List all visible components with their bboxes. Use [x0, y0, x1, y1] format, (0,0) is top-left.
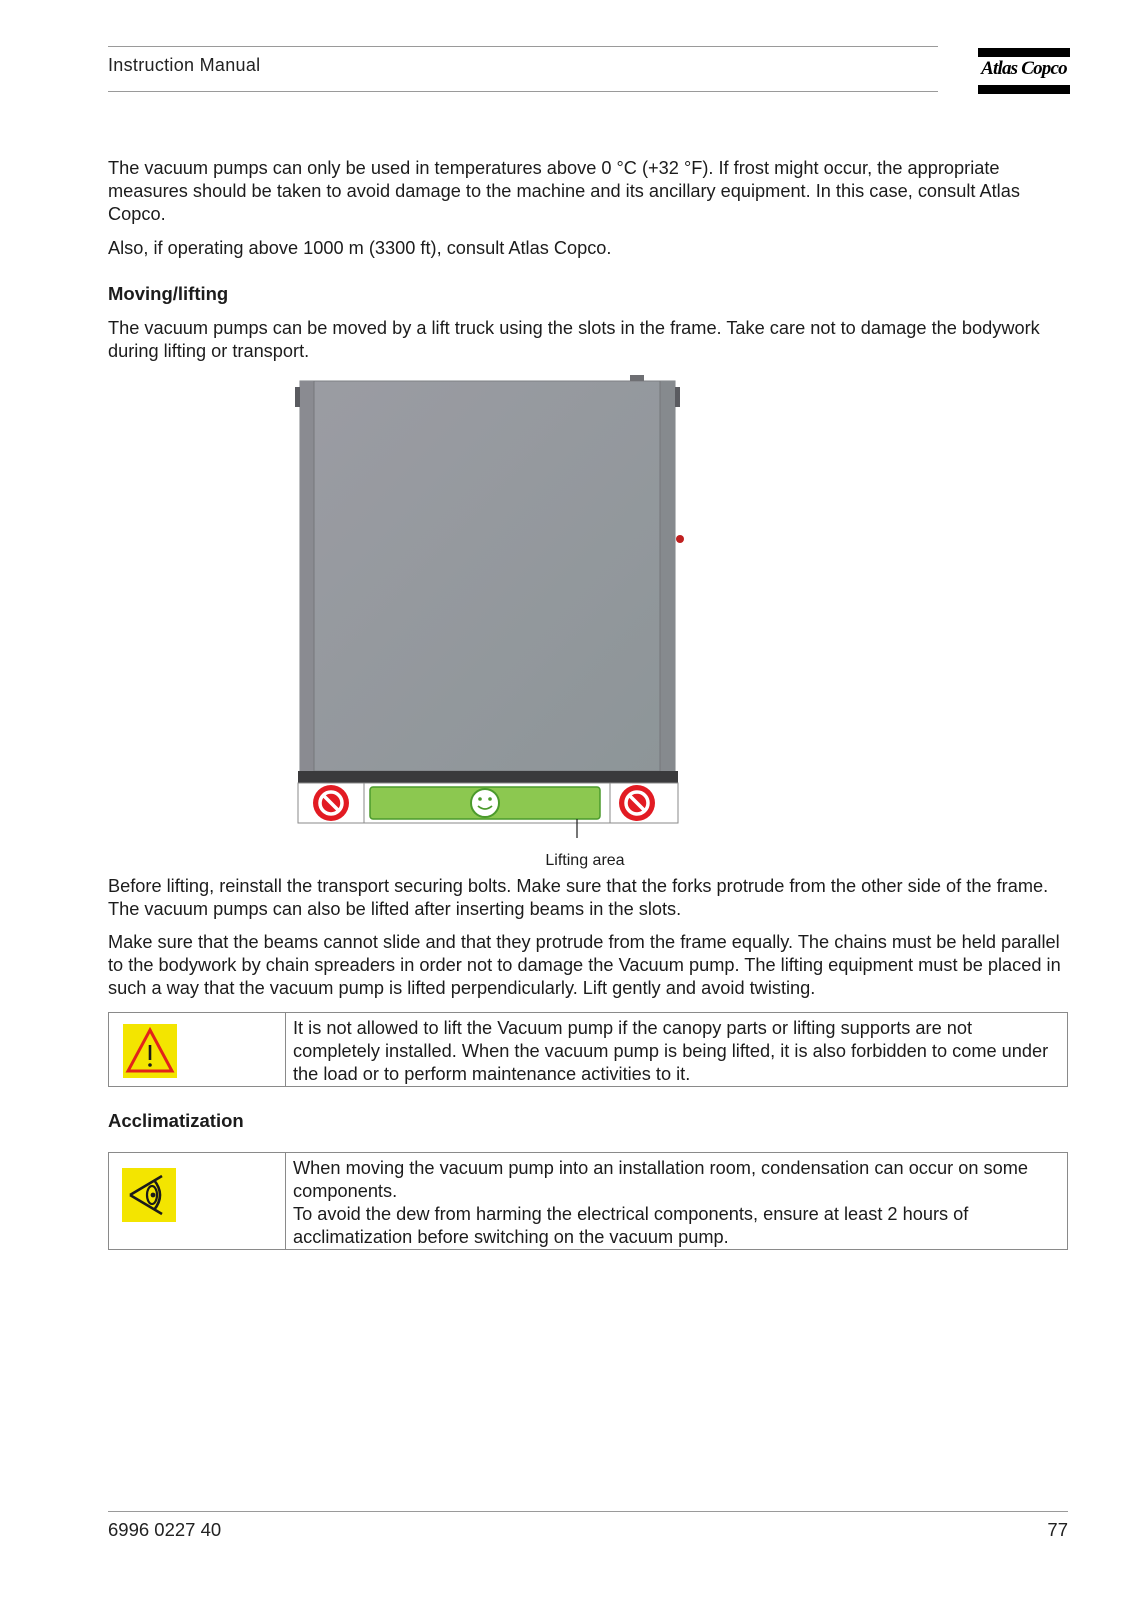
intro-paragraph-2: Also, if operating above 1000 m (3300 ft), consult Atlas Copco.	[108, 238, 612, 258]
observe-eye-icon	[122, 1168, 176, 1222]
lifting-figure	[290, 375, 690, 845]
pump-base	[298, 771, 678, 783]
header-top-rule	[108, 46, 938, 47]
section-heading-acclimatization: Acclimatization	[108, 1110, 244, 1131]
intro-paragraph-1: The vacuum pumps can only be used in temperatures above 0 °C (+32 °F). If frost might occur, the appropriate measures should be taken to avoid damage to the machine and its ancillary equipment. In this case, consult Atlas Copco.	[108, 158, 1020, 224]
acclimatization-text-2: To avoid the dew from harming the electrical components, ensure at least 2 hours of acclimatization before switching on the vacuum pump.	[293, 1204, 969, 1247]
warning-text: It is not allowed to lift the Vacuum pump if the canopy parts or lifting supports are not completely installed. When the vacuum pump is being lifted, it is also forbidden to come under the load or to perform maintenance activities to it.	[293, 1018, 1049, 1084]
brand-logo	[978, 48, 1070, 94]
no-lift-left-icon	[313, 785, 349, 821]
logo-text: Atlas Copco	[981, 58, 1067, 79]
warning-callout	[108, 1012, 1068, 1087]
moving-paragraph-3: Make sure that the beams cannot slide and that they protrude from the frame equally. The chains must be held parallel to the bodywork by chain spreaders in order not to damage the Vacuum pump. The lifting equipment must be placed in such a way that the vacuum pump is lifted perpendicularly. Lift gently and avoid twisting.	[108, 932, 1061, 998]
moving-paragraph-2: Before lifting, reinstall the transport securing bolts. Make sure that the forks protrude from the other side of the frame. The vacuum pumps can also be lifted after inserting beams in the slots.	[108, 876, 1049, 919]
header-bottom-rule	[108, 91, 938, 92]
acclimatization-note	[108, 1152, 1068, 1250]
moving-paragraph-1: The vacuum pumps can be moved by a lift truck using the slots in the frame. Take care not to damage the bodywork during lifting or transport.	[108, 318, 1040, 361]
footer-rule	[108, 1511, 1068, 1512]
lifting-area-label: Lifting area	[545, 852, 625, 869]
document-number: 6996 0227 40	[108, 1519, 222, 1540]
warning-triangle-icon	[123, 1024, 177, 1078]
section-heading-moving: Moving/lifting	[108, 283, 229, 304]
acclimatization-text-1: When moving the vacuum pump into an installation room, condensation can occur on some components.	[293, 1158, 1028, 1201]
header-title: Instruction Manual	[108, 55, 261, 75]
pump-cabinet	[300, 381, 675, 771]
smiley-icon	[471, 789, 499, 817]
no-lift-right-icon	[619, 785, 655, 821]
page-number: 77	[1047, 1519, 1068, 1540]
